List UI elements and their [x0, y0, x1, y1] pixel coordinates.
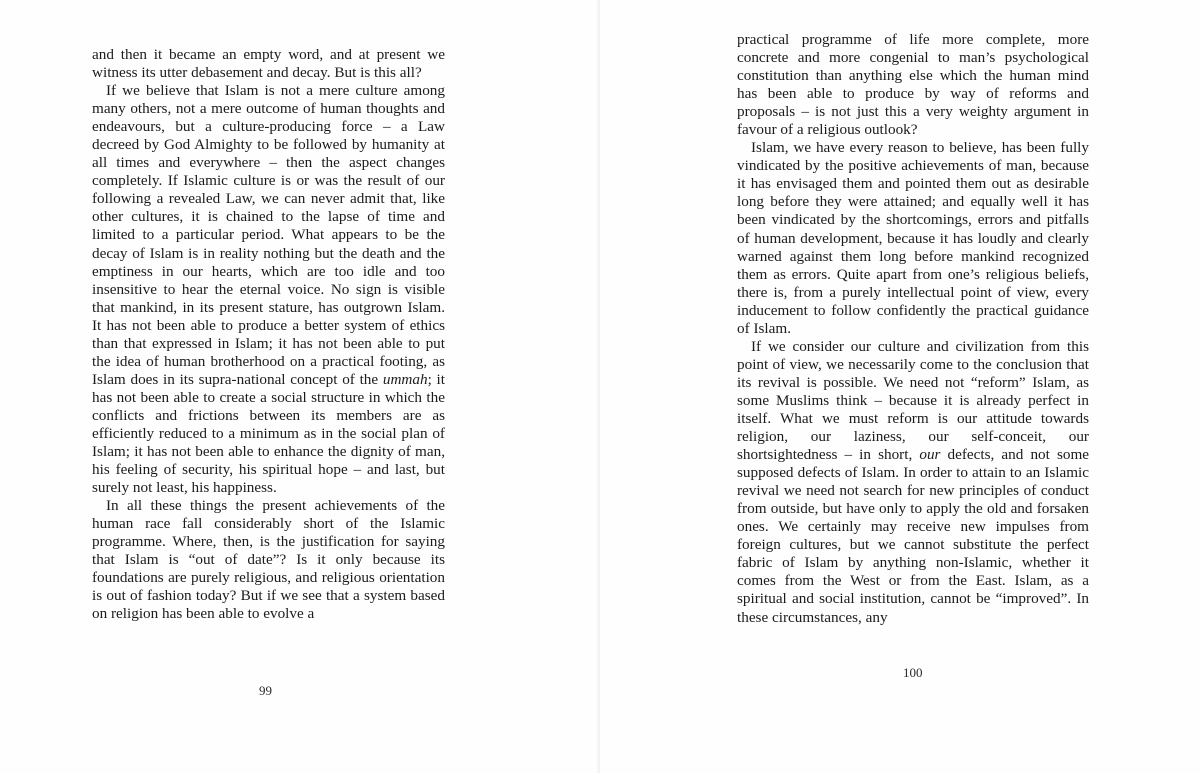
left-page-text: [92, 46, 445, 624]
paragraph: [737, 338, 1089, 627]
paragraph-text: If we believe that Islam is not a mere culture among many others, not a mere outcome of human thoughts and endeavours, but a culture-producing force – a Law decreed by God Almighty to be followed by humanity at all times and everywhere – then the aspect changes completely. If Islamic culture is or was the result of our following a revealed Law, we can never admit that, like other cultures, it is chained to the lapse of time and limited to a particular period. What appears to be the decay of Islam is in reality nothing but the death and the emptiness in our hearts, which are too idle and too insensitive to hear the eternal voice. No sign is visible that mankind, in its present stature, has outgrown Islam. It has not been able to produce a better system of ethics than that expressed in Islam; it has not been able to put the idea of human brotherhood on a practical footing, as Islam does in its supra-national concept of the: [92, 82, 445, 388]
paragraph-text: If we consider our culture and civilization from this point of view, we necessarily come to the conclusion that its revival is possible. We need not “reform” Islam, as some Muslims think – because it is already perfect in itself. What we must reform is our attitude towards religion, our laziness, our self-conceit, our shortsightedness – in short,: [737, 337, 1089, 464]
paragraph: and then it became an empty word, and at present we witness its utter debasement and decay. But is this all?: [92, 46, 445, 82]
page-number: 99: [259, 683, 272, 698]
page-number: 100: [903, 665, 923, 680]
paragraph: [92, 82, 445, 497]
right-page-text: [737, 31, 1089, 627]
paragraph: Islam, we have every reason to believe, has been fully vindicated by the positive achievements of man, because it has envisaged them and pointed them out as desirable long before they were attained; and equally well it has been vindicated by the shortcomings, errors and pitfalls of human development, because it has loudly and clearly warned against them long before mankind recognized them as errors. Quite apart from one’s religious beliefs, there is, from a purely intellectual point of view, every inducement to follow confidently the practical guidance of Islam.: [737, 139, 1089, 337]
italic-term: our: [919, 446, 941, 464]
paragraph: In all these things the present achievements of the human race fall considerably short of the Islamic programme. Where, then, is the justification for saying that Islam is “out of date”? Is it only because its foundations are purely religious, and religious orientation is out of fashion today? But if we see that a system based on religion has been able to evolve a: [92, 497, 445, 623]
paragraph-text: ; it has not been able to create a social structure in which the conflicts and frictions between its members are as efficiently reduced to a minimum as in the social plan of Islam; it has not been able to enhance the dignity of man, his feeling of security, his spiritual hope – and last, but surely not least, his happiness.: [92, 370, 445, 497]
paragraph: practical programme of life more complete, more concrete and more congenial to man’s psychological constitution than anything else which the human mind has been able to produce by way of reforms and proposals – is not just this a very weighty argument in favour of a religious outlook?: [737, 31, 1089, 139]
italic-term: ummah: [382, 370, 428, 388]
right-page: [600, 0, 1200, 773]
paragraph-text: defects, and not some supposed defects of Islam. In order to attain to an Islamic revival we need not search for new principles of conduct from outside, but have only to apply the old and forsaken ones. We certainly may receive new impulses from foreign cultures, but we cannot substitute the perfect fabric of Islam by anything non-Islamic, whether it comes from the West or from the East. Islam, as a spiritual and social institution, cannot be “improved”. In these circumstances, any: [737, 446, 1089, 626]
